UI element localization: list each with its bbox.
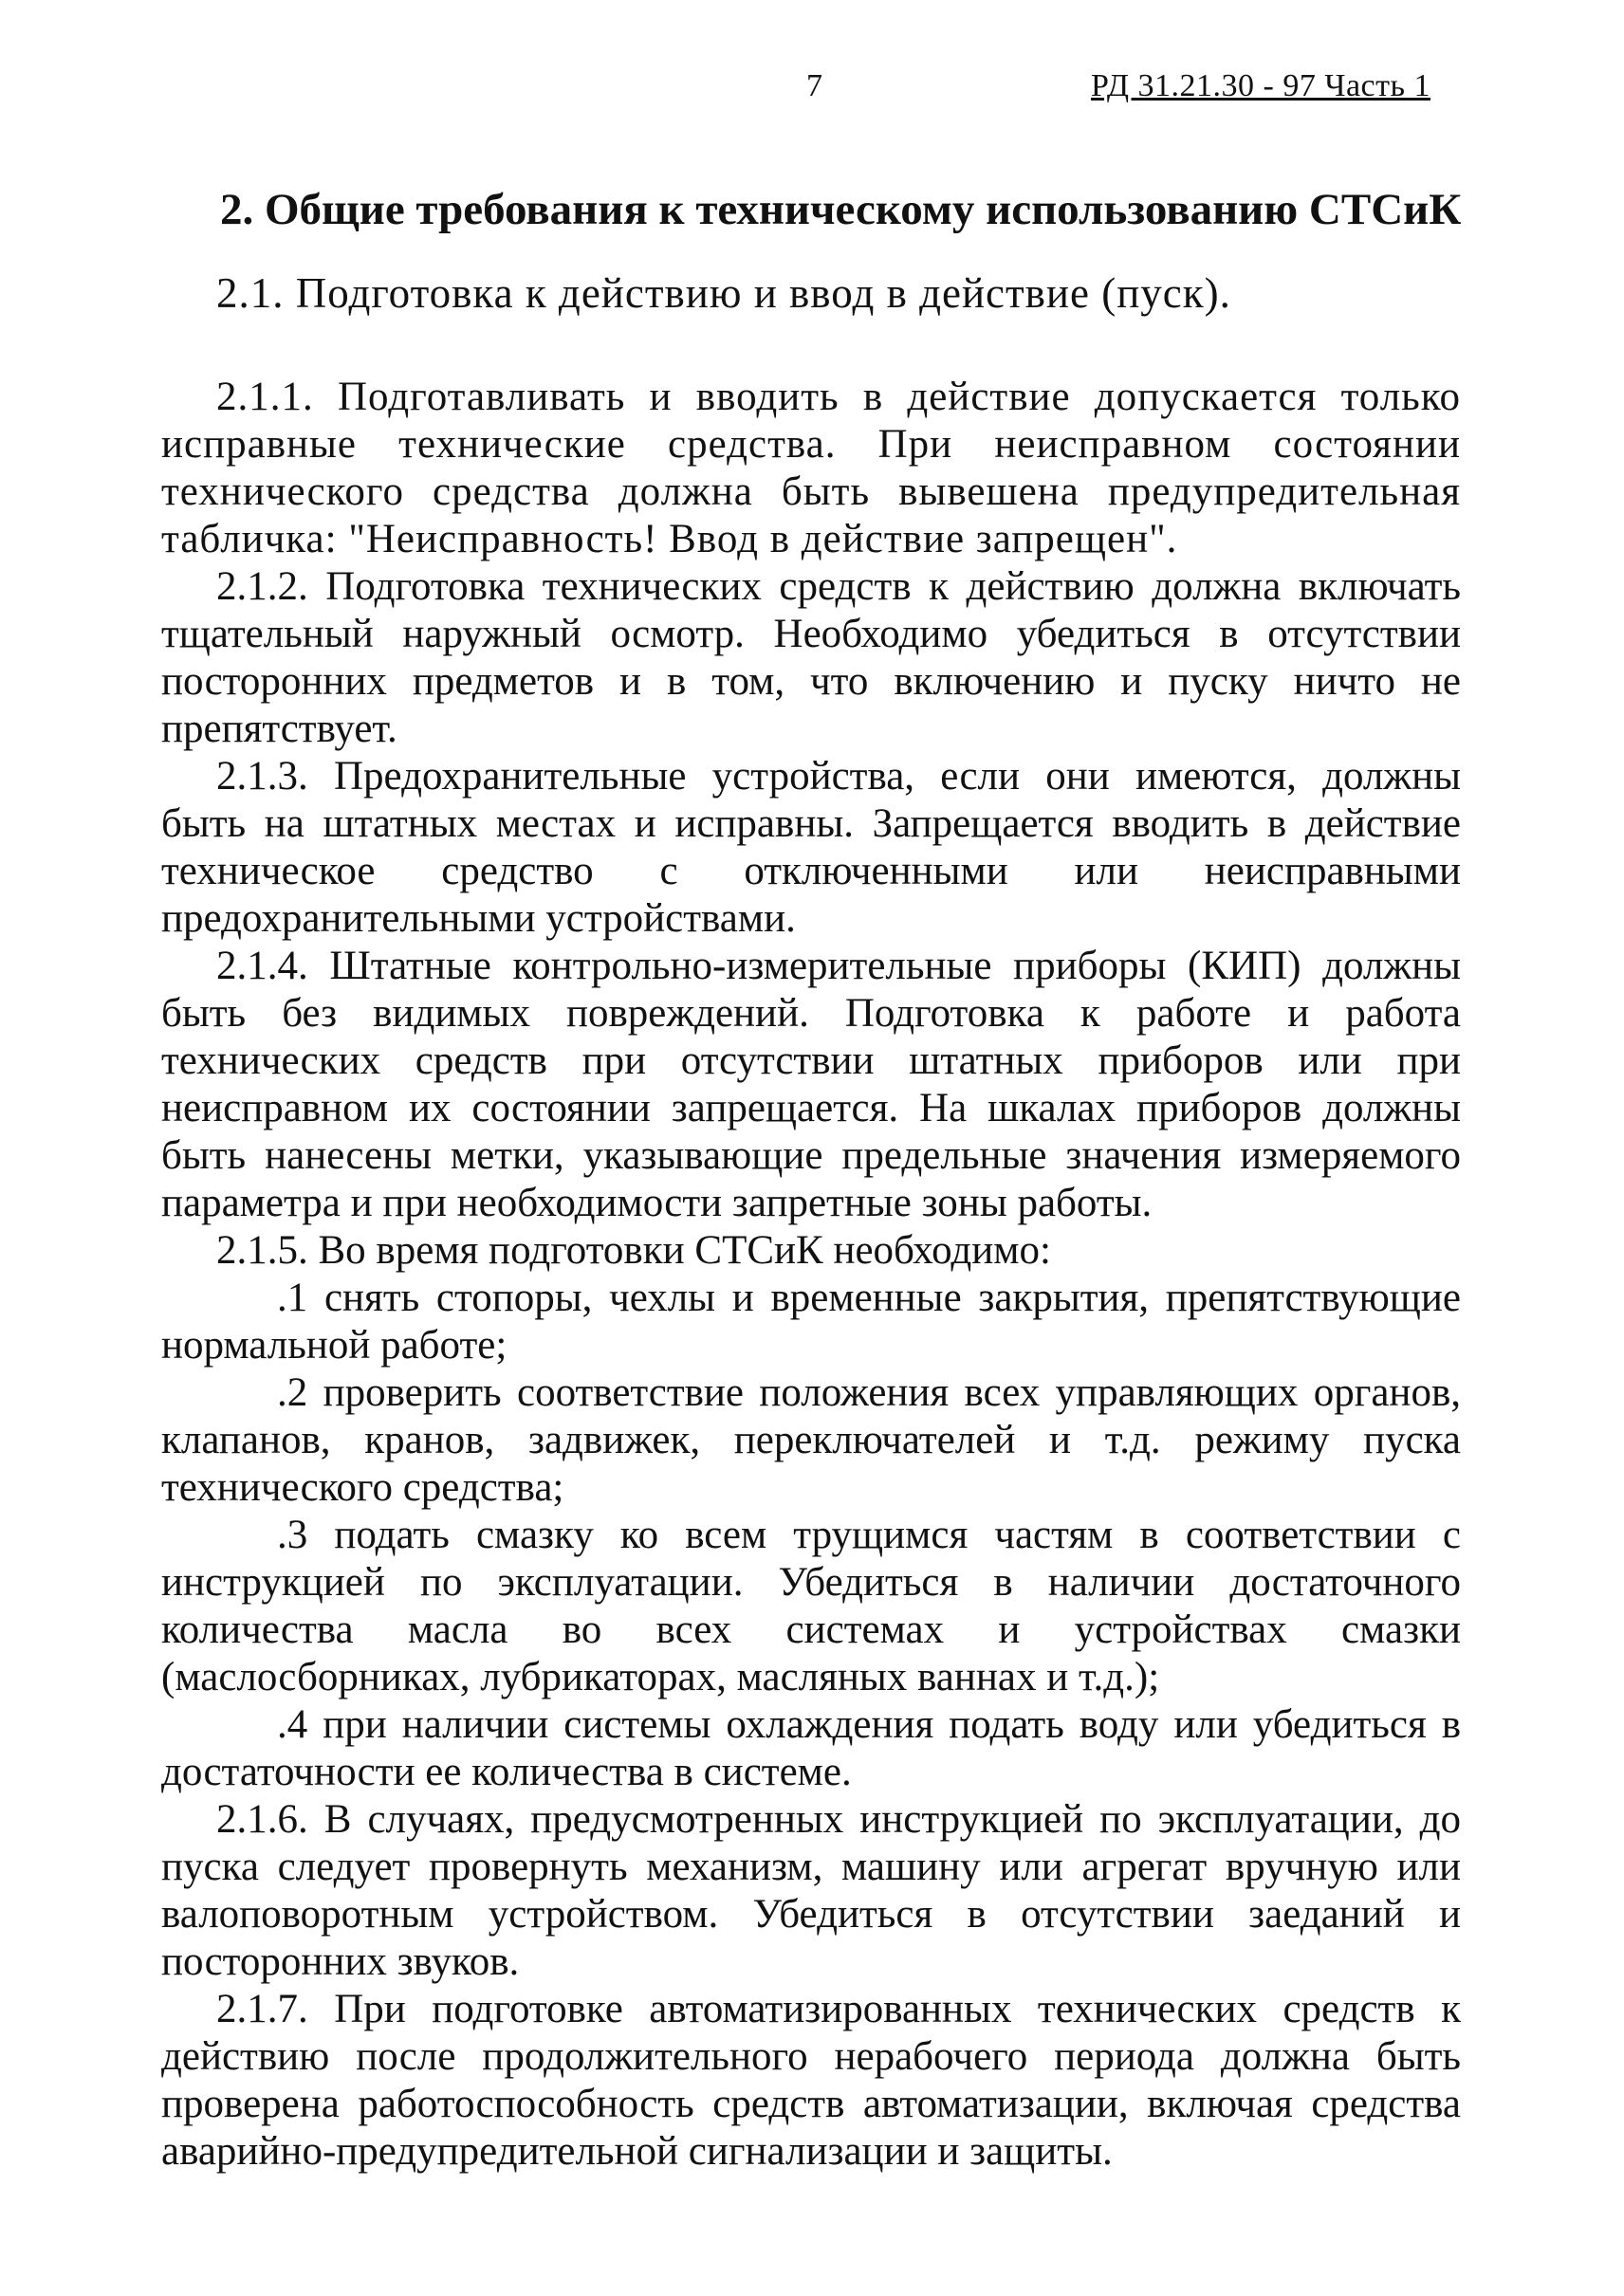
paragraph-2-1-1: 2.1.1. Подготавливать и вводить в действие допускается только исправные технические средства. При неисправном состоянии технического средства должна быть вывешена предупредительная табличка: "Неисправность! Ввод в действие запрещен". [161, 375, 1461, 561]
paragraph-2-1-3: 2.1.3. Предохранительные устройства, если они имеются, должны быть на штатных местах и исправны. Запрещается вводить в действие техническое средство с отключенными или неисправными предохранительными устройствами. [161, 754, 1461, 941]
document-body [161, 180, 1461, 2176]
page-header [0, 68, 1624, 116]
paragraph-2-1-7: 2.1.7. При подготовке автоматизированных технических средств к действию после продолжительного нерабочего периода должна быть проверена работоспособность средств автоматизации, включая средства аварийно-предупредительной сигнализации и защиты. [161, 1987, 1461, 2174]
list-item-2: .2 проверить соответствие положения всех управляющих органов, клапанов, кранов, задвижек, переключателей и т.д. режиму пуска технического средства; [161, 1370, 1461, 1510]
subsection-title: 2.1. Подготовка к действию и ввод в действие (пуск). [216, 269, 1231, 317]
paragraph-2-1-5: 2.1.5. Во время подготовки СТСиК необходимо: [216, 1228, 1051, 1273]
list-item-3: .3 подать смазку ко всем трущимся частям в соответствии с инструкцией по эксплуатации. Убедиться в наличии достаточного количества масла во всех системах и устройствах смазки (маслосборниках, лубрикаторах, масляных ваннах и т.д.); [161, 1513, 1461, 1699]
paragraph-2-1-4: 2.1.4. Штатные контрольно-измерительные приборы (КИП) должны быть без видимых повреждений. Подготовка к работе и работа технических средств при отсутствии штатных приборов или при неисправном их состоянии запрещается. На шкалах приборов должны быть нанесены метки, указывающие предельные значения измеряемого параметра и при необходимости запретные зоны работы. [161, 944, 1461, 1225]
list-item-4: .4 при наличии системы охлаждения подать воду или убедиться в достаточности ее количества в системе. [161, 1702, 1461, 1794]
document-code: РД 31.21.30 - 97 Часть 1 [1091, 68, 1431, 103]
section-title: 2. Общие требования к техническому использованию СТСиК [220, 185, 1462, 234]
paragraph-2-1-2: 2.1.2. Подготовка технических средств к действию должна включать тщательный наружный осмотр. Необходимо убедиться в отсутствии посторонних предметов и в том, что включению и пуску ничто не препятствует. [161, 564, 1461, 751]
paragraph-2-1-6: 2.1.6. В случаях, предусмотренных инструкцией по эксплуатации, до пуска следует провернуть механизм, машину или агрегат вручную или валоповоротным устройством. Убедиться в отсутствии заеданий и посторонних звуков. [161, 1797, 1461, 1984]
page-number: 7 [806, 68, 822, 103]
list-item-1: .1 снять стопоры, чехлы и временные закрытия, препятствующие нормальной работе; [161, 1276, 1461, 1368]
